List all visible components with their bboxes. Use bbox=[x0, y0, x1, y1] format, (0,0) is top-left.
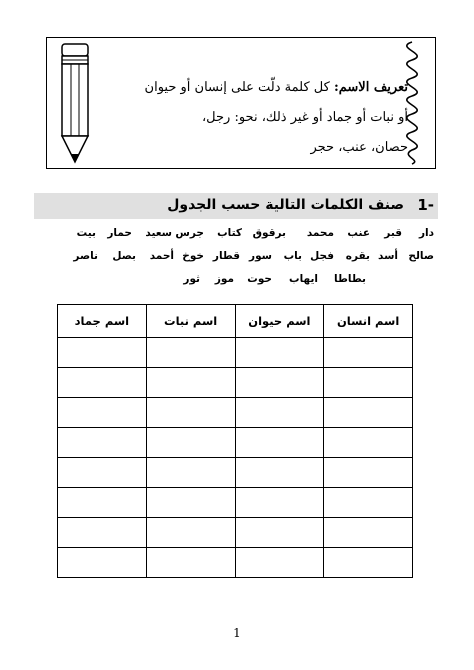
word-item: بصل bbox=[112, 250, 136, 262]
definition-term: تعريف الاسم: bbox=[333, 80, 408, 95]
table-cell[interactable] bbox=[58, 338, 147, 368]
word-item: عنب bbox=[347, 227, 370, 239]
table-cell[interactable] bbox=[324, 398, 413, 428]
word-item: كتاب bbox=[217, 227, 242, 239]
table-row bbox=[58, 488, 413, 518]
word-item: بيت bbox=[76, 227, 96, 239]
header-plant: اسم نبات bbox=[146, 305, 235, 338]
word-item: ثور bbox=[183, 273, 200, 285]
table-cell[interactable] bbox=[58, 488, 147, 518]
table-cell[interactable] bbox=[58, 548, 147, 578]
table-cell[interactable] bbox=[235, 398, 324, 428]
table-cell[interactable] bbox=[235, 368, 324, 398]
definition-line-3: حصان، عنب، حجر bbox=[310, 140, 408, 155]
exercise-title: صنف الكلمات التالية حسب الجدول bbox=[167, 197, 404, 213]
word-item: سعيد bbox=[145, 227, 172, 239]
word-item: فجل bbox=[310, 250, 334, 262]
table-cell[interactable] bbox=[146, 458, 235, 488]
table-cell[interactable] bbox=[324, 458, 413, 488]
table-cell[interactable] bbox=[58, 458, 147, 488]
header-object: اسم جماد bbox=[58, 305, 147, 338]
table-cell[interactable] bbox=[146, 518, 235, 548]
word-item: حوت bbox=[247, 273, 272, 285]
definition-line-2: أو نبات أو جماد أو غير ذلك، نحو: رجل، bbox=[201, 110, 408, 125]
table-cell[interactable] bbox=[324, 428, 413, 458]
word-item: خوخ bbox=[182, 250, 204, 262]
table-cell[interactable] bbox=[235, 518, 324, 548]
word-row-1 bbox=[34, 227, 438, 245]
word-item: محمد bbox=[306, 227, 334, 239]
word-item: جرس bbox=[175, 227, 204, 239]
classification-table bbox=[57, 304, 413, 578]
word-item: حمار bbox=[107, 227, 132, 239]
word-item: أسد bbox=[378, 250, 398, 262]
word-item: صالح bbox=[408, 250, 434, 262]
table-cell[interactable] bbox=[58, 518, 147, 548]
table-cell[interactable] bbox=[58, 368, 147, 398]
word-item: ايهاب bbox=[289, 273, 318, 285]
definition-text-1: كل كلمة دلّت على إنسان أو حيوان bbox=[144, 80, 330, 95]
exercise-number: 1- bbox=[417, 196, 434, 214]
table-cell[interactable] bbox=[324, 338, 413, 368]
table-cell[interactable] bbox=[324, 548, 413, 578]
header-human: اسم انسان bbox=[324, 305, 413, 338]
page-number: 1 bbox=[233, 626, 241, 640]
table-row bbox=[58, 398, 413, 428]
table-cell[interactable] bbox=[146, 488, 235, 518]
word-item: بطاطا bbox=[334, 273, 366, 285]
pencil-icon bbox=[56, 42, 96, 168]
word-item: سور bbox=[249, 250, 272, 262]
table-row bbox=[58, 548, 413, 578]
table-cell[interactable] bbox=[235, 488, 324, 518]
word-item: موز bbox=[214, 273, 234, 285]
table-cell[interactable] bbox=[58, 428, 147, 458]
header-animal: اسم حيوان bbox=[235, 305, 324, 338]
table-cell[interactable] bbox=[146, 398, 235, 428]
table-cell[interactable] bbox=[58, 398, 147, 428]
word-item: قبر bbox=[384, 227, 402, 239]
table-row bbox=[58, 458, 413, 488]
word-item: باب bbox=[283, 250, 302, 262]
table-row bbox=[58, 518, 413, 548]
word-item: بقره bbox=[345, 250, 370, 262]
table-cell[interactable] bbox=[235, 428, 324, 458]
word-item: قطار bbox=[212, 250, 240, 262]
table-cell[interactable] bbox=[235, 548, 324, 578]
table-cell[interactable] bbox=[235, 338, 324, 368]
word-item: دار bbox=[418, 227, 434, 239]
table-cell[interactable] bbox=[146, 368, 235, 398]
table-cell[interactable] bbox=[324, 368, 413, 398]
table-body bbox=[58, 338, 413, 578]
definition-line-1 bbox=[145, 80, 408, 95]
word-row-3 bbox=[34, 273, 438, 291]
table-cell[interactable] bbox=[146, 338, 235, 368]
word-item: أحمد bbox=[149, 250, 174, 262]
word-item: ناصر bbox=[73, 250, 98, 262]
table-row bbox=[58, 368, 413, 398]
table-row bbox=[58, 428, 413, 458]
table-cell[interactable] bbox=[235, 458, 324, 488]
word-item: برقوق bbox=[252, 227, 286, 239]
table-cell[interactable] bbox=[324, 488, 413, 518]
table-cell[interactable] bbox=[146, 548, 235, 578]
word-row-2 bbox=[34, 250, 438, 268]
table-header-row bbox=[58, 305, 413, 338]
table-cell[interactable] bbox=[146, 428, 235, 458]
table-cell[interactable] bbox=[324, 518, 413, 548]
table-row bbox=[58, 338, 413, 368]
